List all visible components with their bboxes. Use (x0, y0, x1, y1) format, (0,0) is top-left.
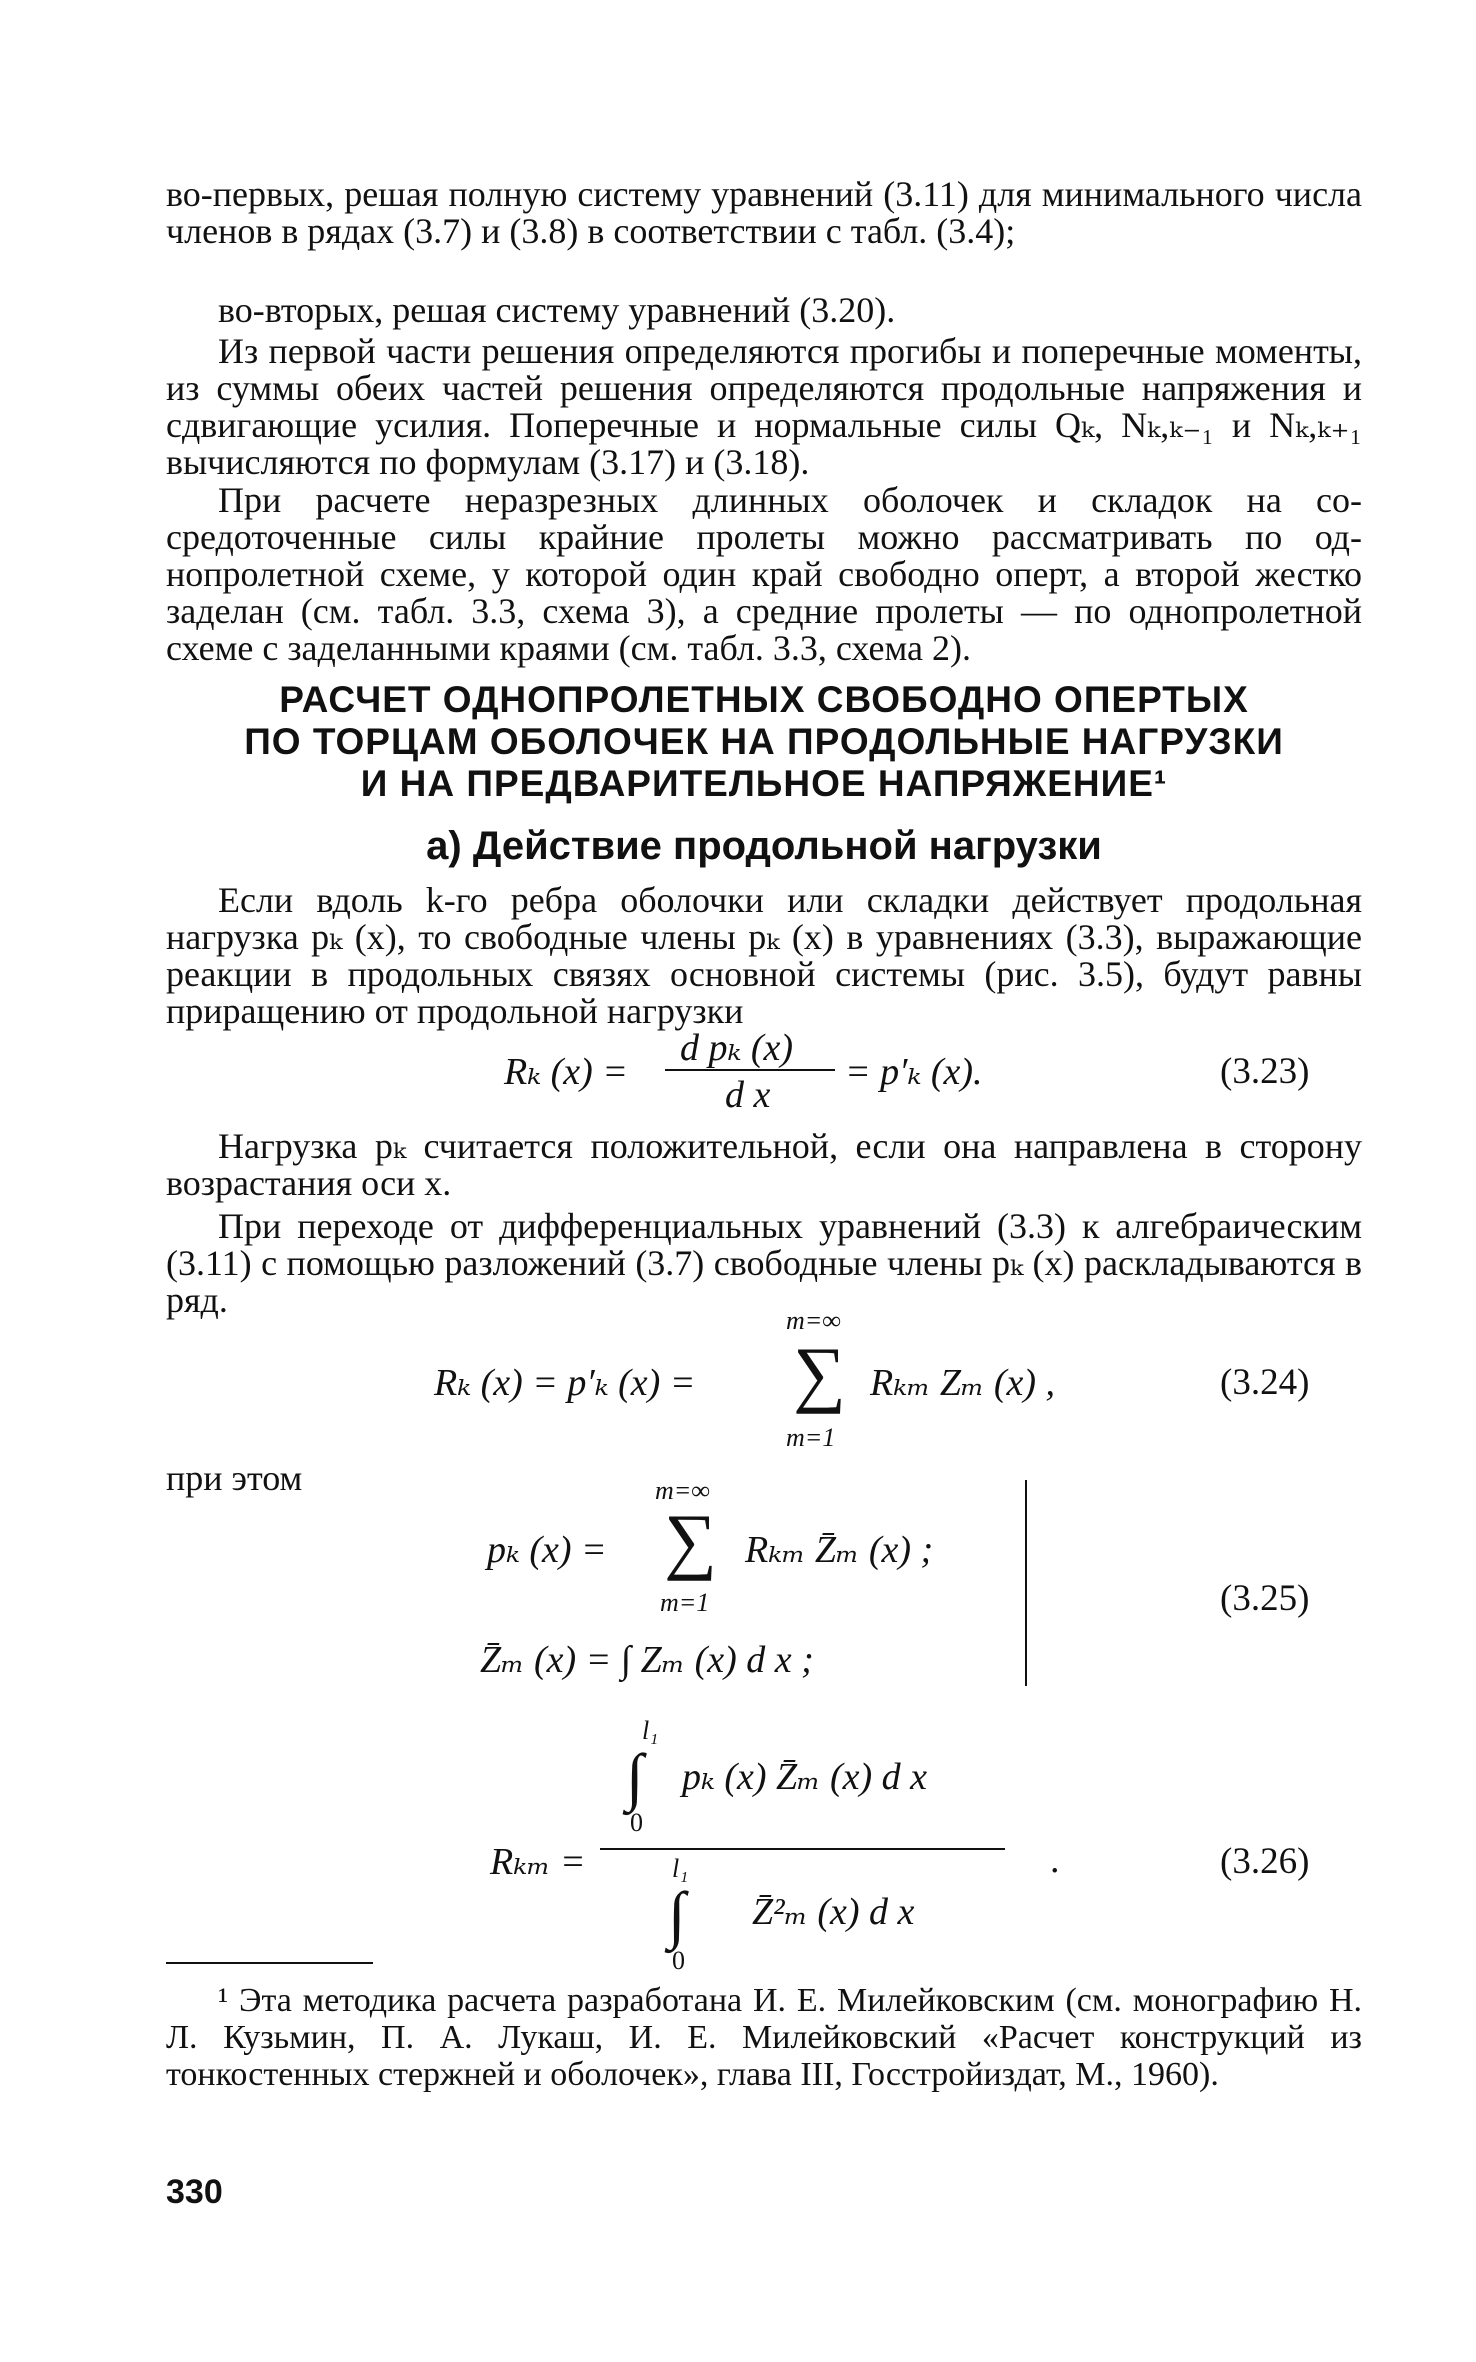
eq326-den-lower-limit: 0 (672, 1946, 685, 1975)
eq324-sum-lower-limit: m=1 (786, 1423, 836, 1452)
eq326-number: (3.26) (1220, 1841, 1310, 1882)
eq326-den-upper-limit: l₁ (672, 1854, 689, 1883)
eq326-fraction-bar (600, 1848, 1005, 1850)
eq325-summation-symbol: ∑ (664, 1500, 717, 1582)
eq326-den-integral-symbol: ∫ (668, 1879, 686, 1950)
eq325-grouping-brace (1025, 1480, 1027, 1686)
paragraph-longitudinal-load: Если вдоль k-го ребра оболочки или складки действует продольная нагрузка pₖ (x), то свободные члены pₖ (x) в уравнениях (3.3), выражающие реакции в продольных связях основной системы (рис. 3.5), будут равны приращению от продольной нагрузки (166, 880, 1362, 1031)
eq325-sum-lower-limit: m=1 (660, 1588, 710, 1617)
paragraph-first: во-первых, решая полную систему уравнений (3.11) для минимального числа членов в рядах (3.7) и (3.8) в соответствии с табл. (3.4); (166, 174, 1362, 251)
page-number: 330 (166, 2173, 223, 2211)
eq326-lhs: Rₖₘ = (490, 1841, 586, 1883)
eq325-number: (3.25) (1220, 1578, 1310, 1619)
eq323-rhs: = p′ₖ (x). (845, 1051, 983, 1093)
eq326-denominator: Z̄²ₘ (x) d x (752, 1891, 915, 1933)
eq323-fraction-bar (665, 1069, 835, 1071)
paragraph-results: Из первой части решения определяются прогибы и поперечные моменты, из суммы обеих частей решения определяются продольные напряжения и сдвигающие усилия. Поперечные и нормальные силы Qₖ, Nₖ,ₖ₋₁ и Nₖ,ₖ₊₁ вычисляются по формулам (3.17) и (3.18). (166, 331, 1362, 482)
eq325-line1-lhs: pₖ (x) = (487, 1529, 607, 1571)
eq324-sum-upper-limit: m=∞ (786, 1306, 841, 1335)
eq323-denominator: d x (725, 1074, 771, 1116)
eq326-num-lower-limit: 0 (630, 1808, 643, 1837)
section-title-line-1: РАСЧЕТ ОДНОПРОЛЕТНЫХ СВОБОДНО ОПЕРТЫХ (279, 679, 1249, 720)
paragraph-continuous-shells: При расчете неразрезных длинных оболочек и складок на сосредоточенные силы крайние пролеты можно рассматривать по однопролетной схеме, у которой один край свободно оперт, а второй жестко заделан (см. табл. 3.3, схема 3), а средние пролеты — по однопролетной схеме с заделанными краями (см. табл. 3.3, схема 2). (166, 480, 1362, 668)
eq323-lhs: Rₖ (x) = (504, 1051, 628, 1093)
paragraph-positive-load: Нагрузка pₖ считается положительной, если она направлена в сторону возрастания оси x. (166, 1126, 1362, 1203)
subsection-title: а) Действие продольной нагрузки (426, 824, 1102, 868)
eq324-summation-symbol: ∑ (793, 1333, 846, 1415)
eq326-numerator: pₖ (x) Z̄ₘ (x) d x (682, 1756, 928, 1798)
eq324-rhs: Rₖₘ Zₘ (x) , (870, 1362, 1055, 1404)
eq323-numerator: d pₖ (x) (680, 1027, 794, 1069)
paragraph-series-expansion: При переходе от дифференциальных уравнений (3.3) к алгебраическим (3.11) с помощью разложений (3.7) свободные члены pₖ (x) раскладываются в ряд. (166, 1206, 1362, 1320)
eq325-line2: Z̄ₘ (x) = ∫ Zₘ (x) d x ; (480, 1639, 814, 1681)
paragraph-second: во-вторых, решая систему уравнений (3.20). (218, 290, 896, 330)
footnote-separator (166, 1962, 373, 1964)
eq323-number: (3.23) (1220, 1051, 1310, 1092)
section-title-line-2: ПО ТОРЦАМ ОБОЛОЧЕК НА ПРОДОЛЬНЫЕ НАГРУЗКИ (244, 721, 1284, 762)
eq325-sum-upper-limit: m=∞ (655, 1476, 710, 1505)
eq325-line1-rhs: Rₖₘ Z̄ₘ (x) ; (745, 1529, 934, 1571)
eq326-num-integral-symbol: ∫ (626, 1741, 644, 1812)
eq326-period: . (1050, 1839, 1060, 1881)
eq324-lhs: Rₖ (x) = p′ₖ (x) = (434, 1362, 696, 1404)
section-title-line-3: И НА ПРЕДВАРИТЕЛЬНОЕ НАПРЯЖЕНИЕ¹ (360, 763, 1168, 804)
footnote: ¹ Эта методика расчета разработана И. Е. Милейковским (см. монографию Н. Л. Кузьмин, П. А. Лукаш, И. Е. Милейковский «Расчет конструкций из тонкостенных стержней и оболочек», глава III, Госстройиздат, М., 1960). (166, 1982, 1362, 2093)
eq324-number: (3.24) (1220, 1362, 1310, 1403)
paragraph-where: при этом (166, 1458, 303, 1498)
eq326-num-upper-limit: l₁ (642, 1716, 659, 1745)
